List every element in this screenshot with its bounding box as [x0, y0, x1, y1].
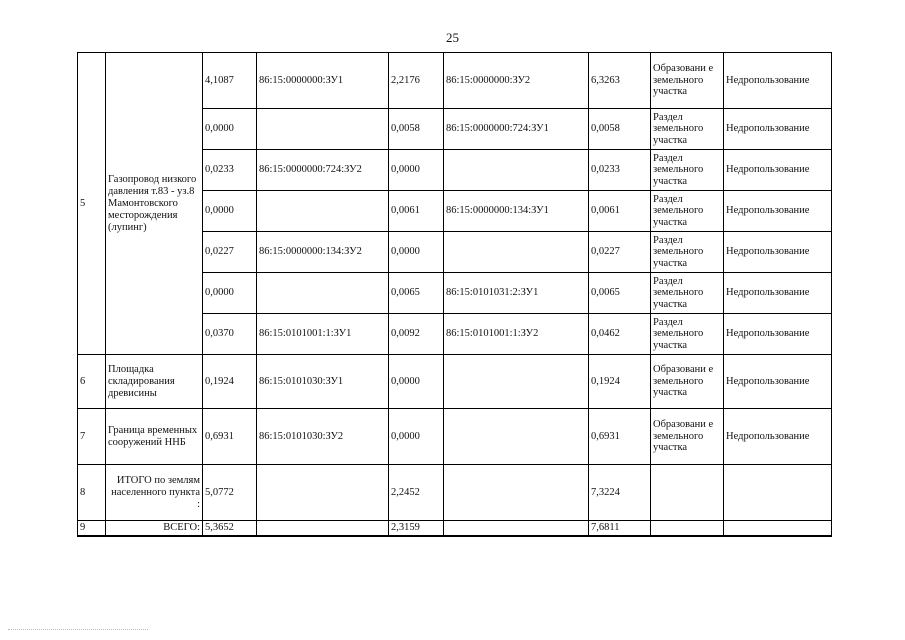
total-label: ВСЕГО: — [106, 521, 203, 536]
land-use: Недропользование — [724, 409, 832, 465]
land-use: Недропользование — [724, 150, 832, 191]
land-use: Недропользование — [724, 273, 832, 314]
action-type: Раздел земельного участка — [651, 109, 724, 150]
cadastral-a: 86:15:0101030:ЗУ1 — [257, 355, 389, 409]
cadastral-b — [444, 521, 589, 536]
area-a: 0,0370 — [203, 314, 257, 355]
action-type: Образовани е земельного участка — [651, 53, 724, 109]
area-b: 0,0000 — [389, 150, 444, 191]
action-type: Образовани е земельного участка — [651, 355, 724, 409]
area-b: 0,0065 — [389, 273, 444, 314]
area-b: 0,0000 — [389, 355, 444, 409]
cadastral-a — [257, 273, 389, 314]
action-type: Раздел земельного участка — [651, 314, 724, 355]
area-a: 0,0233 — [203, 150, 257, 191]
row-number: 6 — [78, 355, 106, 409]
area-a: 4,1087 — [203, 53, 257, 109]
land-use: Недропользование — [724, 53, 832, 109]
area-total: 0,0065 — [589, 273, 651, 314]
land-plots-table — [77, 52, 832, 537]
area-total: 0,6931 — [589, 409, 651, 465]
area-a: 5,3652 — [203, 521, 257, 536]
action-type — [651, 521, 724, 536]
area-a: 0,1924 — [203, 355, 257, 409]
cadastral-b — [444, 465, 589, 521]
page-number: 25 — [446, 30, 459, 45]
action-type: Раздел земельного участка — [651, 150, 724, 191]
cadastral-b: 86:15:0000000:134:ЗУ1 — [444, 191, 589, 232]
land-use: Недропользование — [724, 355, 832, 409]
area-total: 0,0462 — [589, 314, 651, 355]
area-total: 0,0233 — [589, 150, 651, 191]
area-a: 0,0000 — [203, 191, 257, 232]
area-b: 0,0061 — [389, 191, 444, 232]
row-number: 5 — [78, 53, 106, 355]
table-row — [78, 409, 832, 465]
area-b: 2,2452 — [389, 465, 444, 521]
area-b: 2,3159 — [389, 521, 444, 536]
row-number: 7 — [78, 409, 106, 465]
cadastral-b: 86:15:0101031:2:ЗУ1 — [444, 273, 589, 314]
action-type: Раздел земельного участка — [651, 232, 724, 273]
cadastral-a — [257, 465, 389, 521]
land-use: Недропользование — [724, 314, 832, 355]
cadastral-b — [444, 355, 589, 409]
cadastral-a: 86:15:0000000:ЗУ1 — [257, 53, 389, 109]
land-use: Недропользование — [724, 109, 832, 150]
subtotal-label: ИТОГО по землям населенного пункта : — [106, 465, 203, 521]
area-total: 0,1924 — [589, 355, 651, 409]
table-row — [78, 53, 832, 109]
area-total: 7,6811 — [589, 521, 651, 536]
cadastral-a — [257, 109, 389, 150]
area-a: 0,0227 — [203, 232, 257, 273]
cadastral-a — [257, 191, 389, 232]
cadastral-b — [444, 232, 589, 273]
row-number: 9 — [78, 521, 106, 536]
object-name: Газопровод низкого давления т.83 - уз.8 Мамонтовского месторождения (лупинг) — [106, 53, 203, 355]
area-b: 2,2176 — [389, 53, 444, 109]
cadastral-a: 86:15:0101001:1:ЗУ1 — [257, 314, 389, 355]
cadastral-b: 86:15:0101001:1:ЗУ2 — [444, 314, 589, 355]
action-type: Раздел земельного участка — [651, 273, 724, 314]
cadastral-b — [444, 409, 589, 465]
cadastral-b: 86:15:0000000:724:ЗУ1 — [444, 109, 589, 150]
land-use: Недропользование — [724, 232, 832, 273]
area-b: 0,0000 — [389, 232, 444, 273]
area-a: 0,0000 — [203, 273, 257, 314]
cadastral-b — [444, 150, 589, 191]
cadastral-a — [257, 521, 389, 536]
area-total: 0,0227 — [589, 232, 651, 273]
action-type: Образовани е земельного участка — [651, 409, 724, 465]
area-a: 0,6931 — [203, 409, 257, 465]
cadastral-b: 86:15:0000000:ЗУ2 — [444, 53, 589, 109]
scan-artifact-line — [8, 629, 148, 630]
action-type: Раздел земельного участка — [651, 191, 724, 232]
table-row — [78, 465, 832, 521]
cadastral-a: 86:15:0000000:134:ЗУ2 — [257, 232, 389, 273]
area-total: 0,0061 — [589, 191, 651, 232]
land-use — [724, 521, 832, 536]
object-name: Площадка складирования древисины — [106, 355, 203, 409]
land-use — [724, 465, 832, 521]
area-total: 7,3224 — [589, 465, 651, 521]
area-total: 0,0058 — [589, 109, 651, 150]
area-a: 0,0000 — [203, 109, 257, 150]
object-name: Граница временных сооружений ННБ — [106, 409, 203, 465]
area-b: 0,0092 — [389, 314, 444, 355]
area-total: 6,3263 — [589, 53, 651, 109]
action-type — [651, 465, 724, 521]
area-b: 0,0058 — [389, 109, 444, 150]
table-row — [78, 355, 832, 409]
land-use: Недропользование — [724, 191, 832, 232]
table-row — [78, 521, 832, 536]
row-number: 8 — [78, 465, 106, 521]
area-b: 0,0000 — [389, 409, 444, 465]
area-a: 5,0772 — [203, 465, 257, 521]
cadastral-a: 86:15:0000000:724:ЗУ2 — [257, 150, 389, 191]
cadastral-a: 86:15:0101030:ЗУ2 — [257, 409, 389, 465]
